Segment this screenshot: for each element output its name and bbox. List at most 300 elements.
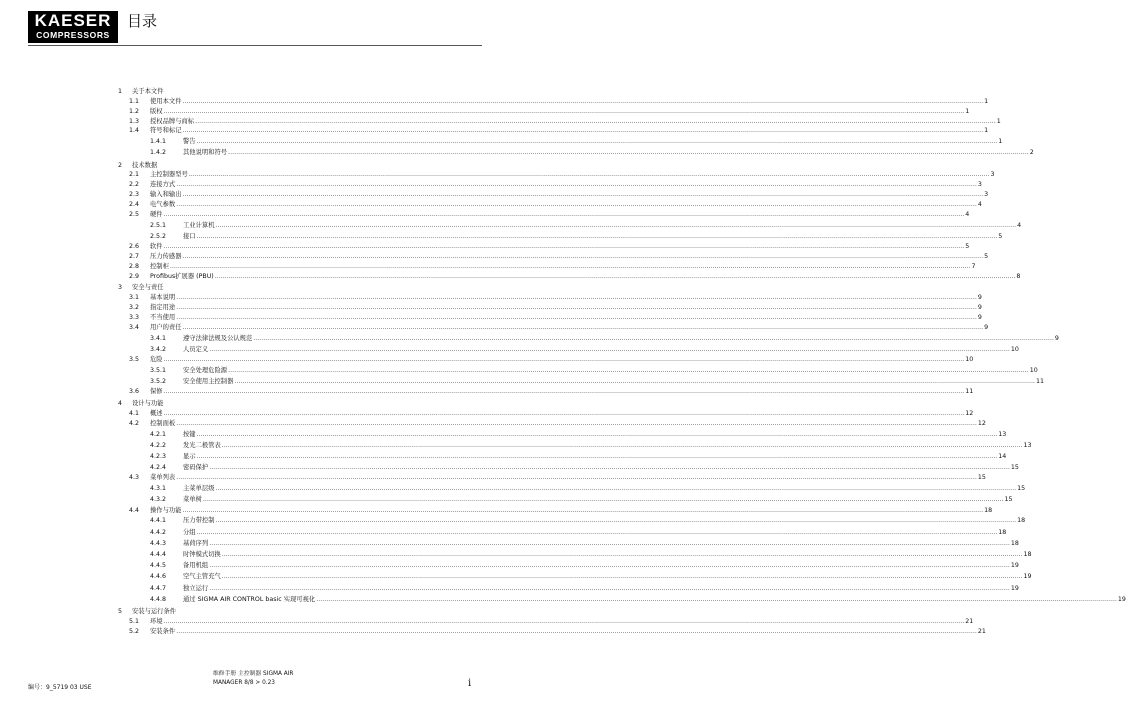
toc-entry-title: 安装与运行条件 [132,607,177,615]
toc-entry-title: 密码保护 [183,464,209,472]
toc-entry-body [183,147,1034,158]
toc-entry-page: 4 [977,200,982,208]
toc-entry-page: 9 [977,304,982,312]
toc-entry[interactable] [118,220,1022,231]
toc-entry[interactable] [118,97,989,107]
toc-dot-leader: ................................................................................................................................................................................................................................................................................................................................................................................................................ [176,181,977,189]
toc-entry-page: 15 [1004,496,1013,504]
toc-entry-title: 分组 [183,528,196,536]
toc-entry[interactable] [118,494,1013,505]
toc-entry-number: 2.2 [129,181,140,189]
toc-entry[interactable] [118,117,1001,127]
toc-entry-page: 10 [1010,345,1019,353]
toc-entry-number: 4.3.1 [150,485,167,493]
toc-entry[interactable] [118,323,989,333]
toc-entry[interactable] [118,538,1019,549]
logo-subtitle: COMPRESSORS [36,30,110,40]
toc-entry-title: 控制柜 [150,262,169,270]
toc-entry[interactable] [118,583,1019,594]
toc-entry-number: 4.2.2 [150,441,167,449]
toc-entry-title: 主菜单层级 [183,485,215,493]
toc-entry-page: 15 [1010,464,1019,472]
toc-entry-body [132,283,482,293]
toc-entry[interactable] [118,617,974,627]
toc-entry-body [183,365,1038,376]
toc-dot-leader: ................................................................................................................................................................................................................................................................................................................................................................................................................ [182,127,984,135]
toc-dot-leader: ................................................................................................................................................................................................................................................................................................................................................................................................................ [195,117,996,125]
toc-entry-body [150,200,982,210]
toc-entry-page: 1 [984,127,989,135]
toc-dot-leader: ................................................................................................................................................................................................................................................................................................................................................................................................................ [182,252,984,260]
toc-entry[interactable] [118,594,1126,605]
toc-entry-number: 2 [118,161,123,169]
toc-dot-leader: ................................................................................................................................................................................................................................................................................................................................................................................................................ [163,107,965,115]
toc-entry-body [183,583,1019,594]
toc-entry-page: 5 [965,243,970,251]
toc-entry-body [183,515,1026,526]
toc-entry[interactable] [118,170,995,180]
toc-dot-leader: ................................................................................................................................................................................................................................................................................................................................................................................................................ [196,452,998,460]
toc-dot-leader: ................................................................................................................................................................................................................................................................................................................................................................................................................ [188,171,990,179]
toc-entry-body [150,506,993,516]
toc-entry-body [150,617,974,627]
toc-entry-number: 4.2 [129,419,140,427]
toc-dot-leader: ................................................................................................................................................................................................................................................................................................................................................................................................................ [176,627,977,635]
toc-entry-number: 1.3 [129,117,140,125]
toc-dot-leader: ................................................................................................................................................................................................................................................................................................................................................................................................................ [176,200,977,208]
toc-entry-number: 2.3 [129,191,140,199]
toc-entry[interactable] [118,451,1007,462]
toc-entry-page: 18 [1023,550,1032,558]
toc-entry-page: 1 [996,117,1001,125]
toc-entry[interactable] [118,344,1019,355]
toc-entry-body [150,210,970,220]
toc-entry-page: 12 [965,409,974,417]
toc-entry-body [183,333,1059,344]
toc-entry-title: 压力带控制 [183,517,215,525]
toc-entry-title: 工业计算机 [183,221,215,229]
toc-entry-body [132,87,482,97]
toc-entry[interactable] [118,627,986,637]
toc-entry-number: 5 [118,607,123,615]
toc-entry-page: 10 [1029,366,1038,374]
toc-entry-number: 3.1 [129,294,140,302]
toc-dot-leader: ................................................................................................................................................................................................................................................................................................................................................................................................................ [209,584,1010,592]
toc-entry-title: 保修 [150,388,163,396]
toc-entry-body [183,549,1032,560]
toc-entry-title: 压力传感器 [150,252,182,260]
toc-entry-body [183,344,1019,355]
toc-entry-number: 1.4.2 [150,149,167,157]
toc-dot-leader: ................................................................................................................................................................................................................................................................................................................................................................................................................ [182,97,984,105]
toc-entry-body [150,262,976,272]
toc-entry[interactable] [118,429,1007,440]
toc-entry-number: 2.5.2 [150,232,167,240]
toc-dot-leader: ................................................................................................................................................................................................................................................................................................................................................................................................................ [228,366,1029,374]
toc-entry-body [150,627,986,637]
toc-dot-leader: ................................................................................................................................................................................................................................................................................................................................................................................................................ [163,243,965,251]
toc-entry-title: 操作与功能 [150,506,182,514]
toc-entry-title: 发光二极管表 [183,441,221,449]
toc-entry-title: 连接方式 [150,181,176,189]
toc-dot-leader: ................................................................................................................................................................................................................................................................................................................................................................................................................ [215,517,1017,525]
toc-entry-page: 5 [998,232,1003,240]
toc-entry-title: 安全处理危险源 [183,366,228,374]
toc-entry[interactable] [118,607,482,617]
toc-entry[interactable] [118,409,974,419]
toc-entry-number: 4.4.3 [150,539,167,547]
toc-entry-title: 显示 [183,452,196,460]
toc-entry-page: 19 [1010,562,1019,570]
toc-entry-page: 7 [971,262,976,270]
toc-entry-number: 3.4 [129,323,140,331]
toc-entry-body [183,376,1045,387]
toc-entry-page: 19 [1010,584,1019,592]
toc-entry-title: 概述 [150,409,163,417]
toc-dot-leader: ................................................................................................................................................................................................................................................................................................................................................................................................................ [221,550,1023,558]
toc-entry-page: 15 [1017,485,1026,493]
toc-entry-body [150,170,995,180]
toc-entry-number: 3.5.1 [150,366,167,374]
toc-entry-number: 5.2 [129,627,140,635]
toc-entry-body [150,473,986,483]
header-divider [28,45,482,46]
toc-entry[interactable] [118,200,982,210]
toc-entry-title: 接口 [183,232,196,240]
toc-entry-number: 2.6 [129,243,140,251]
toc-entry-title: 基荷序列 [183,539,209,547]
toc-entry-page: 1 [998,138,1003,146]
toc-entry-number: 4.1 [129,409,140,417]
toc-entry-number: 3.2 [129,304,140,312]
toc-entry[interactable] [118,180,982,190]
toc-entry-page: 18 [1010,539,1019,547]
toc-entry-number: 2.4 [129,200,140,208]
toc-entry-number: 4.4.7 [150,584,167,592]
toc-entry-number: 1.1 [129,97,140,105]
toc-entry-title: 时钟模式切换 [183,550,221,558]
manual-title-line-2: MANAGER 8/8 > 0.23 [213,679,275,686]
toc-entry-page: 19 [1117,595,1126,603]
toc-entry-body [150,180,982,190]
toc-entry-title: 技术数据 [132,161,158,169]
toc-dot-leader: ................................................................................................................................................................................................................................................................................................................................................................................................................ [209,562,1010,570]
toc-entry[interactable] [118,231,1003,242]
toc-dot-leader: ................................................................................................................................................................................................................................................................................................................................................................................................................ [182,506,984,514]
toc-entry-title: 使用本文件 [150,97,182,105]
toc-entry-page: 13 [998,430,1007,438]
toc-entry-title: 不当使用 [150,313,176,321]
toc-dot-leader: ................................................................................................................................................................................................................................................................................................................................................................................................................ [253,334,1054,342]
toc-entry-number: 1.4.1 [150,138,167,146]
toc-entry-body [150,419,986,429]
toc-entry-page: 11 [1036,378,1045,386]
toc-entry-page: 19 [1023,573,1032,581]
toc-entry-body [183,231,1003,242]
toc-entry-page: 2 [1029,149,1034,157]
toc-dot-leader: ................................................................................................................................................................................................................................................................................................................................................................................................................ [209,539,1010,547]
toc-entry[interactable] [118,560,1019,571]
toc-entry[interactable] [118,272,1021,282]
toc-entry-body [150,355,974,365]
toc-entry-body [150,190,989,200]
toc-entry-title: 硬件 [150,210,163,218]
toc-entry[interactable] [118,440,1032,451]
toc-entry-title: 电气参数 [150,200,176,208]
toc-entry-title: 控制面板 [150,419,176,427]
toc-entry-page: 10 [965,356,974,363]
toc-dot-leader: ................................................................................................................................................................................................................................................................................................................................................................................................................ [163,388,965,396]
toc-entry-page: 8 [1016,272,1021,280]
toc-entry[interactable] [118,515,1026,526]
kaeser-logo [28,11,118,43]
toc-entry-body [150,323,989,333]
toc-entry-title: 空气主管充气 [183,573,221,581]
toc-entry-title: 备用机组 [183,562,209,570]
toc-entry[interactable] [118,303,982,313]
toc-entry-title: 菜单树 [183,496,202,504]
toc-dot-leader: ................................................................................................................................................................................................................................................................................................................................................................................................................ [202,496,1004,504]
toc-entry-body [150,97,989,107]
toc-entry-number: 4 [118,400,123,408]
toc-entry-body [150,242,970,252]
toc-entry[interactable] [118,527,1007,538]
toc-entry-body [183,527,1007,538]
toc-dot-leader: ................................................................................................................................................................................................................................................................................................................................................................................................................ [214,272,1016,280]
toc-entry-title: 按键 [183,430,196,438]
toc-dot-leader: ................................................................................................................................................................................................................................................................................................................................................................................................................ [176,474,977,482]
toc-entry-number: 4.3 [129,474,140,482]
toc-entry[interactable] [118,147,1034,158]
toc-entry-title: 输入和输出 [150,191,182,199]
toc-entry-number: 2.5.1 [150,221,167,229]
toc-entry-body [132,399,482,409]
toc-entry[interactable] [118,87,482,97]
toc-entry[interactable] [118,242,970,252]
toc-entry-title: 安装条件 [150,627,176,635]
toc-entry-number: 3.4.1 [150,334,167,342]
toc-entry-page: 3 [990,171,995,179]
toc-entry-number: 4.3.2 [150,496,167,504]
toc-entry[interactable] [118,190,989,200]
toc-dot-leader: ................................................................................................................................................................................................................................................................................................................................................................................................................ [176,294,977,302]
toc-entry-title: 基本说明 [150,294,176,302]
toc-entry-body [183,440,1032,451]
toc-entry-title: 人员定义 [183,345,209,353]
toc-entry-body [150,293,982,303]
toc-entry-page: 18 [1017,517,1026,525]
toc-entry-title: 通过 SIGMA AIR CONTROL basic 实现可视化 [183,595,316,603]
toc-entry-body [183,220,1022,231]
toc-entry[interactable] [118,126,989,136]
table-of-contents [118,87,1126,636]
toc-entry-title: 独立运行 [183,584,209,592]
toc-dot-leader: ................................................................................................................................................................................................................................................................................................................................................................................................................ [182,191,984,199]
toc-entry-title: 设计与功能 [132,400,164,408]
toc-entry-title: 指定用途 [150,304,176,312]
toc-entry-title: 授权品牌与商标 [150,117,195,125]
toc-entry-title: 安全使用主控制器 [183,378,234,386]
toc-entry-title: 警告 [183,138,196,146]
toc-entry-title: 符号和标记 [150,127,182,135]
toc-entry-number: 3.4.2 [150,345,167,353]
toc-entry-number: 2.7 [129,252,140,260]
toc-entry-title: Profibus扩展器 (PBU) [150,272,214,280]
toc-entry-body [183,560,1019,571]
toc-entry-page: 9 [984,323,989,331]
toc-entry-title: 关于本文件 [132,88,164,95]
toc-entry[interactable] [118,210,970,220]
toc-entry-page: 15 [977,474,986,482]
toc-entry[interactable] [118,483,1026,494]
toc-dot-leader: ................................................................................................................................................................................................................................................................................................................................................................................................................ [163,356,965,363]
toc-entry-page: 5 [984,252,989,260]
toc-entry-number: 4.2.4 [150,464,167,472]
toc-entry-body [150,117,1001,127]
toc-entry-title: 危险 [150,356,163,363]
toc-dot-leader: ................................................................................................................................................................................................................................................................................................................................................................................................................ [196,232,998,240]
logo-wordmark: KAESER [34,11,112,30]
toc-entry-page: 1 [984,97,989,105]
toc-entry[interactable] [118,355,974,365]
toc-entry-number: 4.4.2 [150,528,167,536]
page-title: 目录 [127,12,158,30]
toc-entry[interactable] [118,252,989,262]
toc-entry-body [132,161,482,171]
toc-entry-number: 3 [118,284,123,292]
toc-dot-leader: ................................................................................................................................................................................................................................................................................................................................................................................................................ [169,262,971,270]
toc-entry[interactable] [118,365,1038,376]
toc-entry-page: 9 [977,313,982,321]
manual-title-line-1: 维修手册 主控制器 SIGMA AIR [213,671,294,677]
toc-dot-leader: ................................................................................................................................................................................................................................................................................................................................................................................................................ [176,313,977,321]
toc-dot-leader: ................................................................................................................................................................................................................................................................................................................................................................................................................ [163,409,965,417]
page-number: i [468,678,472,689]
toc-entry-page: 13 [1023,441,1032,449]
toc-entry-body [183,136,1003,147]
toc-entry-page: 18 [984,506,993,514]
toc-entry-title: 安全与责任 [132,284,164,292]
toc-entry-body [150,303,982,313]
toc-entry-number: 1.2 [129,107,140,115]
toc-dot-leader: ................................................................................................................................................................................................................................................................................................................................................................................................................ [234,378,1036,386]
toc-entry-title: 菜单列表 [150,474,176,482]
toc-entry-page: 21 [965,617,974,625]
toc-entry-page: 4 [1017,221,1022,229]
toc-entry-number: 2.8 [129,262,140,270]
toc-entry-number: 2.9 [129,272,140,280]
toc-entry-page: 3 [984,191,989,199]
toc-entry-title: 软件 [150,243,163,251]
toc-entry-number: 2.5 [129,210,140,218]
toc-dot-leader: ................................................................................................................................................................................................................................................................................................................................................................................................................ [163,210,965,218]
toc-entry-number: 3.6 [129,388,140,396]
toc-entry[interactable] [118,571,1032,582]
toc-entry[interactable] [118,549,1032,560]
manual-title [213,670,293,687]
toc-entry[interactable] [118,419,986,429]
toc-dot-leader: ................................................................................................................................................................................................................................................................................................................................................................................................................ [182,323,984,331]
toc-entry-page: 21 [977,627,986,635]
toc-entry-number: 2.1 [129,171,140,179]
toc-entry-body [150,387,974,397]
toc-dot-leader: ................................................................................................................................................................................................................................................................................................................................................................................................................ [316,595,1117,603]
toc-entry-number: 4.4.5 [150,562,167,570]
toc-entry-title: 遵守法律法规及公认规范 [183,334,253,342]
toc-entry[interactable] [118,293,982,303]
toc-dot-leader: ................................................................................................................................................................................................................................................................................................................................................................................................................ [221,441,1023,449]
toc-entry-page: 12 [977,419,986,427]
toc-entry-page: 1 [965,107,970,115]
toc-entry-page: 3 [977,181,982,189]
toc-entry[interactable] [118,473,986,483]
toc-dot-leader: ................................................................................................................................................................................................................................................................................................................................................................................................................ [163,617,965,625]
toc-dot-leader: ................................................................................................................................................................................................................................................................................................................................................................................................................ [196,138,998,146]
toc-entry[interactable] [118,262,976,272]
toc-entry[interactable] [118,399,482,409]
toc-entry-number: 4.4.4 [150,550,167,558]
toc-entry-page: 14 [998,452,1007,460]
toc-entry-body [183,462,1019,473]
toc-entry[interactable] [118,462,1019,473]
toc-entry-body [150,252,989,262]
toc-dot-leader: ................................................................................................................................................................................................................................................................................................................................................................................................................ [228,149,1029,157]
toc-entry-number: 5.1 [129,617,140,625]
toc-dot-leader: ................................................................................................................................................................................................................................................................................................................................................................................................................ [196,430,998,438]
toc-entry[interactable] [118,161,482,171]
toc-entry[interactable] [118,387,974,397]
toc-dot-leader: ................................................................................................................................................................................................................................................................................................................................................................................................................ [196,528,998,536]
toc-entry-number: 3.3 [129,313,140,321]
toc-entry[interactable] [118,107,970,117]
toc-entry-title: 版权 [150,107,163,115]
toc-entry-number: 1 [118,88,123,95]
toc-dot-leader: ................................................................................................................................................................................................................................................................................................................................................................................................................ [176,419,977,427]
toc-entry-number: 4.4.1 [150,517,167,525]
toc-entry-page: 18 [998,528,1007,536]
toc-dot-leader: ................................................................................................................................................................................................................................................................................................................................................................................................................ [215,221,1017,229]
toc-entry-body [183,594,1126,605]
toc-entry-body [150,272,1021,282]
toc-entry-body [150,313,982,323]
toc-dot-leader: ................................................................................................................................................................................................................................................................................................................................................................................................................ [221,573,1023,581]
toc-entry[interactable] [118,283,482,293]
toc-entry-page: 11 [965,388,974,396]
toc-entry-body [183,429,1007,440]
toc-entry-title: 主控制器型号 [150,171,188,179]
toc-entry-number: 1.4 [129,127,140,135]
toc-entry-number: 4.4.6 [150,573,167,581]
toc-entry-body [150,107,970,117]
toc-entry[interactable] [118,376,1045,387]
toc-entry[interactable] [118,136,1003,147]
toc-entry-page: 9 [1054,334,1059,342]
toc-entry-page: 4 [965,210,970,218]
document-number: 编号：9_5719 03 USE [28,684,92,691]
toc-entry-body [183,483,1026,494]
toc-entry-page: 9 [977,294,982,302]
toc-entry-body [132,607,482,617]
toc-entry[interactable] [118,313,982,323]
toc-dot-leader: ................................................................................................................................................................................................................................................................................................................................................................................................................ [209,345,1010,353]
toc-entry[interactable] [118,333,1059,344]
toc-entry-body [183,494,1013,505]
toc-entry-number: 4.2.1 [150,430,167,438]
toc-entry-body [150,409,974,419]
toc-entry[interactable] [118,506,993,516]
toc-entry-body [150,126,989,136]
toc-dot-leader: ................................................................................................................................................................................................................................................................................................................................................................................................................ [215,485,1017,493]
